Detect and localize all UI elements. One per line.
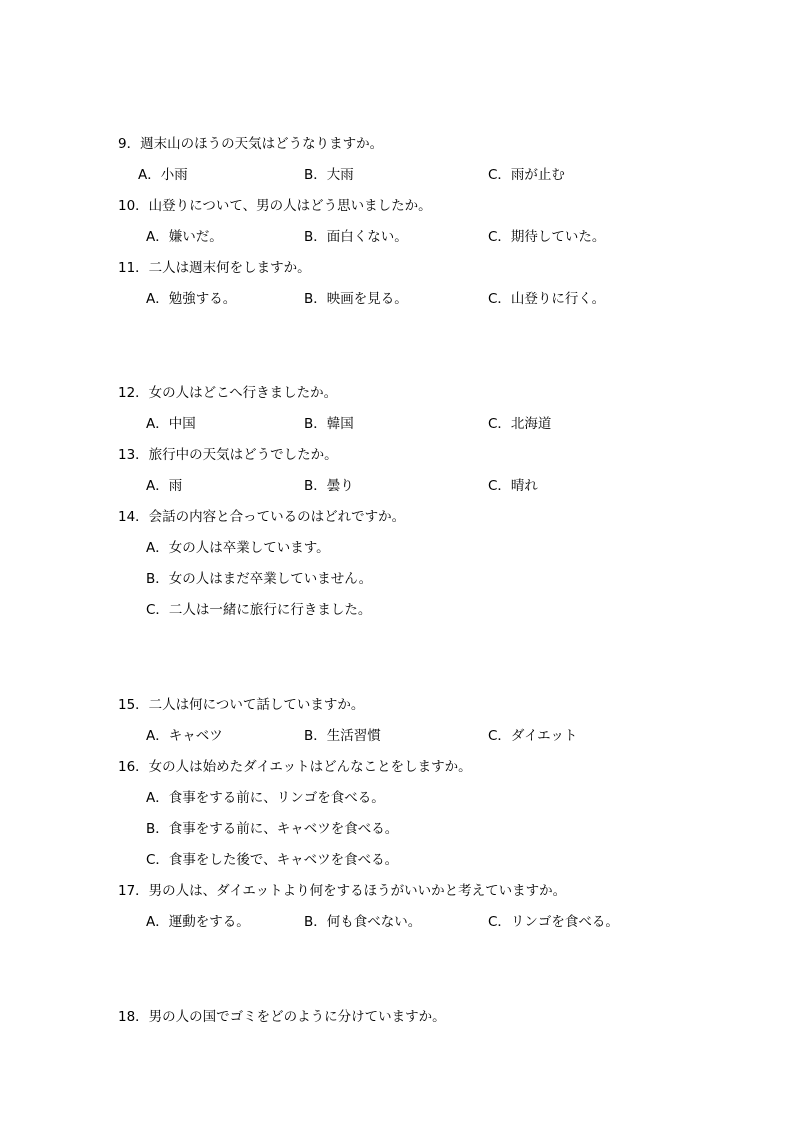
q17-option-b: B．何も食べない。: [304, 914, 422, 930]
q14-option-c: C．二人は一緒に旅行に行きました。: [146, 602, 372, 618]
q14-option-a: A．女の人は卒業しています。: [146, 540, 330, 556]
q10-option-c: C．期待していた。: [488, 229, 606, 245]
question-16: 16．女の人は始めたダイエットはどんなことをしますか。: [118, 759, 472, 775]
q9-option-c: C．雨が止む: [488, 167, 565, 183]
q16-option-b: B．食事をする前に、キャベツを食べる。: [146, 821, 399, 837]
q17-option-a: A．運動をする。: [146, 914, 250, 930]
q12-option-b: B．韓国: [304, 416, 354, 432]
question-14: 14．会話の内容と合っているのはどれですか。: [118, 509, 406, 525]
q9-option-a: A．小雨: [138, 167, 188, 183]
q13-option-c: C．晴れ: [488, 478, 538, 494]
q9-option-b: B．大雨: [304, 167, 354, 183]
q10-option-a: A．嫌いだ。: [146, 229, 223, 245]
q12-option-c: C．北海道: [488, 416, 552, 432]
q13-option-a: A．雨: [146, 478, 183, 494]
q11-option-c: C．山登りに行く。: [488, 291, 606, 307]
q15-option-c: C．ダイエット: [488, 728, 578, 744]
question-10: 10．山登りについて、男の人はどう思いましたか。: [118, 198, 432, 214]
q13-option-b: B．曇り: [304, 478, 354, 494]
question-18: 18．男の人の国でゴミをどのように分けていますか。: [118, 1009, 446, 1025]
question-13: 13．旅行中の天気はどうでしたか。: [118, 447, 338, 463]
q10-option-b: B．面白くない。: [304, 229, 408, 245]
q14-option-b: B．女の人はまだ卒業していません。: [146, 571, 373, 587]
q11-option-b: B．映画を見る。: [304, 291, 408, 307]
q12-option-a: A．中国: [146, 416, 196, 432]
q15-option-b: B．生活習慣: [304, 728, 381, 744]
question-15: 15．二人は何について話していますか。: [118, 697, 365, 713]
q17-option-c: C．リンゴを食べる。: [488, 914, 619, 930]
q15-option-a: A．キャベツ: [146, 728, 223, 744]
q11-option-a: A．勉強する。: [146, 291, 237, 307]
q16-option-a: A．食事をする前に、リンゴを食べる。: [146, 790, 385, 806]
question-12: 12．女の人はどこへ行きましたか。: [118, 385, 338, 401]
q16-option-c: C．食事をした後で、キャベツを食べる。: [146, 852, 399, 868]
question-9: 9．週末山のほうの天気はどうなりますか。: [118, 136, 384, 152]
question-17: 17．男の人は、ダイエットより何をするほうがいいかと考えていますか。: [118, 883, 567, 899]
question-11: 11．二人は週末何をしますか。: [118, 260, 311, 276]
